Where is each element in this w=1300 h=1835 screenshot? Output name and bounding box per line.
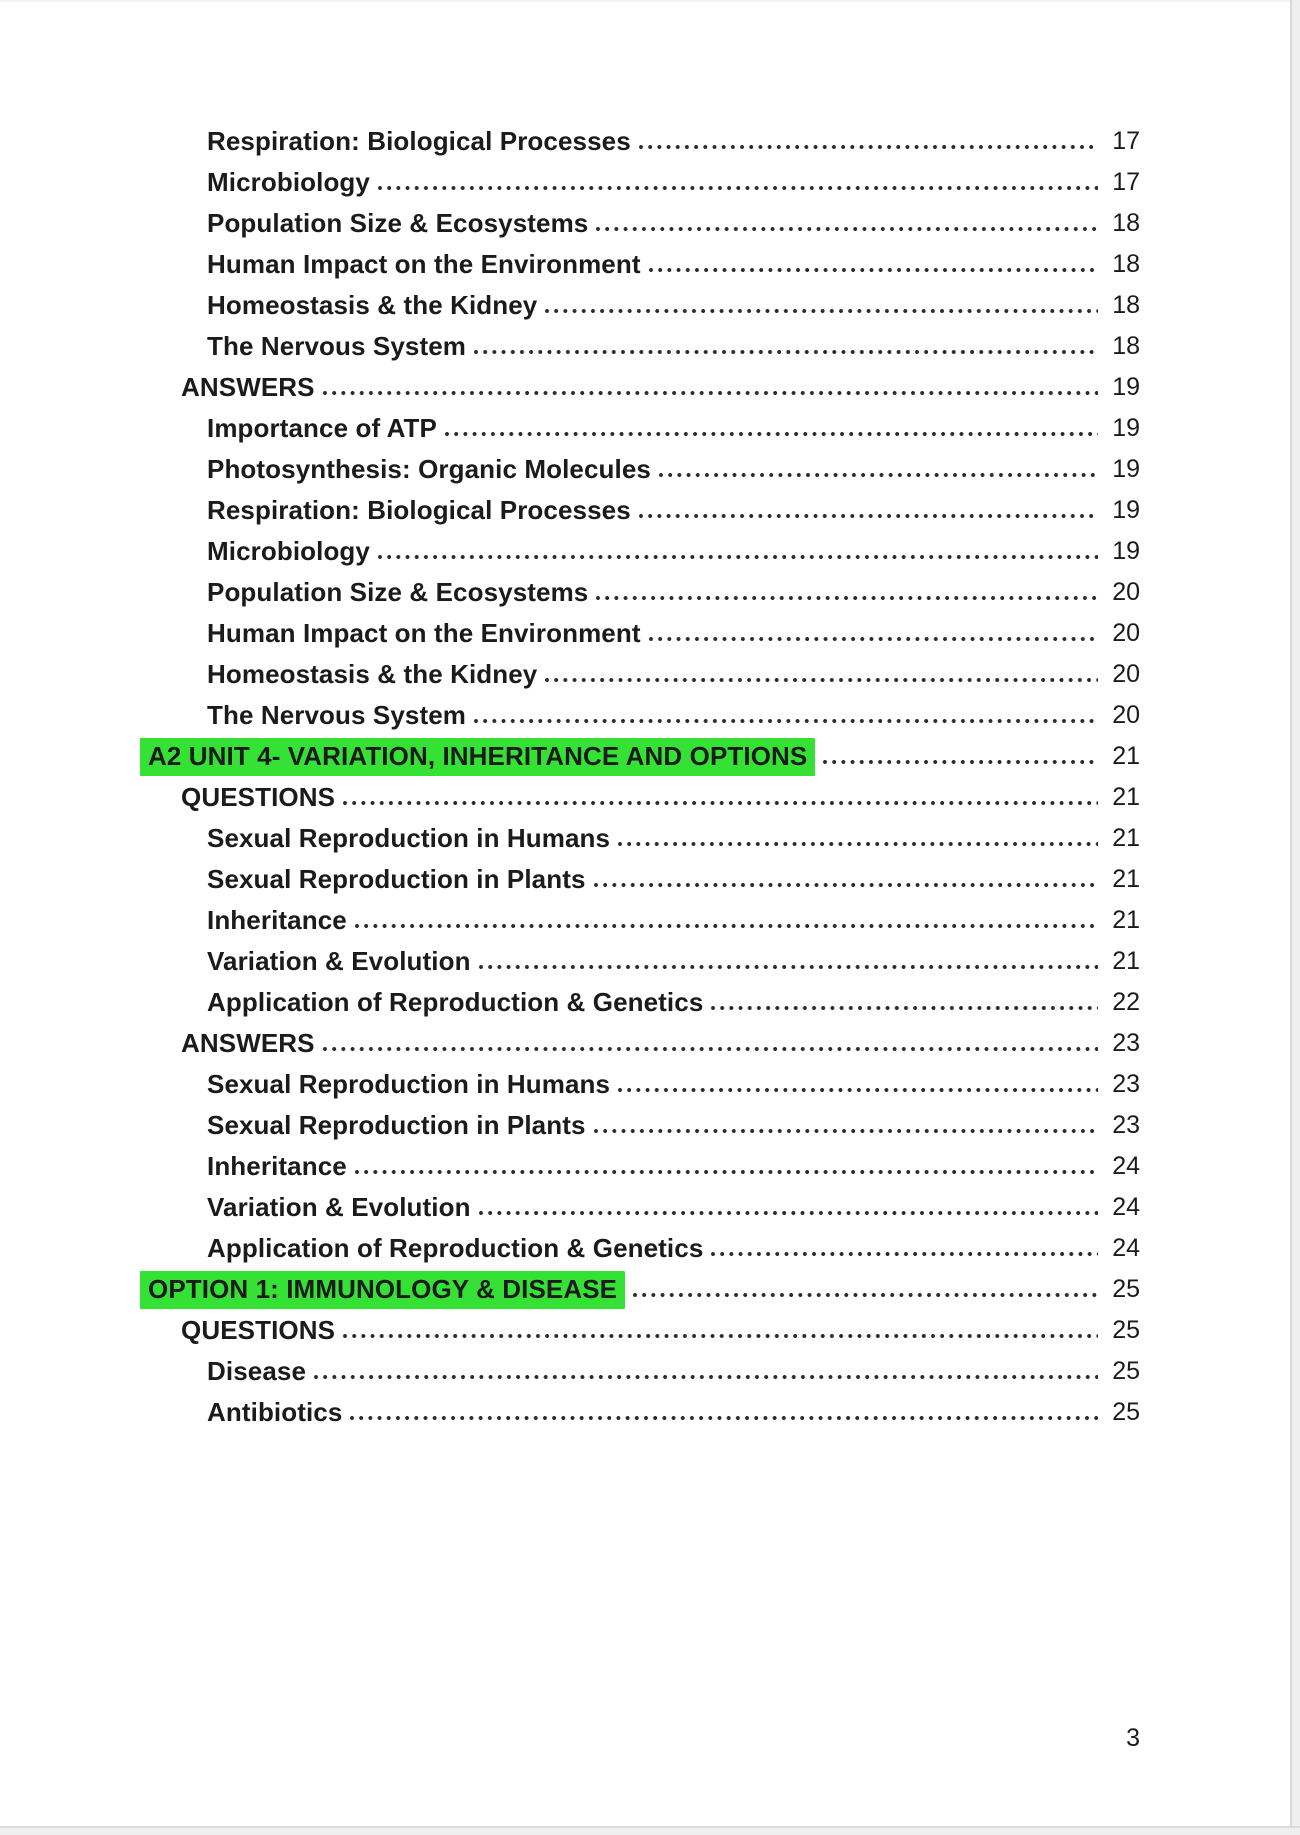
toc-entry-label: Application of Reproduction & Genetics [207,987,704,1017]
toc-entry[interactable] [0,777,1300,818]
toc-entry[interactable] [0,900,1300,941]
toc-entry-page: 18 [1112,250,1140,278]
toc-entry-page: 18 [1112,209,1140,237]
table-of-contents [0,121,1300,1433]
toc-entry-label: Sexual Reproduction in Plants [207,1110,586,1140]
dot-leader [543,677,1098,683]
toc-entry-page: 25 [1112,1316,1140,1344]
toc-entry[interactable] [0,572,1300,613]
dot-leader [321,390,1098,396]
toc-entry-page: 24 [1112,1152,1140,1180]
dot-leader [348,1415,1098,1421]
toc-entry[interactable] [0,1023,1300,1064]
toc-entry-label: Respiration: Biological Processes [207,495,631,525]
toc-entry-label: A2 UNIT 4- VARIATION, INHERITANCE AND OPTIONS [140,738,815,776]
toc-entry-page: 19 [1112,373,1140,401]
dot-leader [376,185,1098,191]
dot-leader [472,349,1098,355]
dot-leader [443,431,1098,437]
toc-entry-page: 24 [1112,1193,1140,1221]
toc-entry-page: 22 [1112,988,1140,1016]
dot-leader [353,923,1098,929]
toc-entry-label: Homeostasis & the Kidney [207,290,538,320]
toc-entry-label: Application of Reproduction & Genetics [207,1233,704,1263]
toc-entry-page: 17 [1112,168,1140,196]
toc-entry-label: Sexual Reproduction in Humans [207,823,611,853]
toc-entry-page: 20 [1112,578,1140,606]
toc-entry-label: QUESTIONS [181,1315,336,1345]
toc-entry-label: Disease [207,1356,306,1386]
toc-entry-label: Population Size & Ecosystems [207,577,589,607]
page-number: 3 [1126,1724,1140,1752]
toc-entry-page: 18 [1112,332,1140,360]
dot-leader [631,1292,1098,1298]
dot-leader [637,513,1098,519]
toc-entry-page: 21 [1112,742,1140,770]
dot-leader [709,1005,1098,1011]
toc-entry[interactable] [0,449,1300,490]
dot-leader [477,964,1098,970]
toc-entry[interactable] [0,1105,1300,1146]
toc-entry-label: ANSWERS [181,372,315,402]
toc-entry[interactable] [0,244,1300,285]
toc-entry[interactable] [0,941,1300,982]
toc-entry-label: Inheritance [207,905,347,935]
toc-entry[interactable] [0,859,1300,900]
dot-leader [616,841,1098,847]
dot-leader [647,636,1098,642]
toc-entry-page: 19 [1112,414,1140,442]
toc-entry[interactable] [0,1269,1300,1310]
toc-entry-label: OPTION 1: IMMUNOLOGY & DISEASE [140,1271,625,1309]
dot-leader [594,226,1098,232]
toc-entry-label: Microbiology [207,536,370,566]
toc-entry[interactable] [0,1228,1300,1269]
dot-leader [312,1374,1098,1380]
toc-entry-label: Population Size & Ecosystems [207,208,589,238]
toc-entry-label: Photosynthesis: Organic Molecules [207,454,651,484]
toc-entry-page: 21 [1112,947,1140,975]
dot-leader [543,308,1098,314]
toc-entry[interactable] [0,408,1300,449]
toc-entry-label: Homeostasis & the Kidney [207,659,538,689]
toc-entry-page: 20 [1112,701,1140,729]
dot-leader [321,1046,1098,1052]
page-edge-right [1290,0,1300,1835]
toc-entry[interactable] [0,1064,1300,1105]
dot-leader [341,800,1098,806]
toc-entry[interactable] [0,203,1300,244]
toc-entry-page: 25 [1112,1398,1140,1426]
toc-entry[interactable] [0,695,1300,736]
toc-entry-label: The Nervous System [207,331,467,361]
toc-entry-page: 20 [1112,619,1140,647]
dot-leader [594,595,1098,601]
toc-entry-page: 25 [1112,1357,1140,1385]
dot-leader [647,267,1098,273]
toc-entry-page: 21 [1112,824,1140,852]
dot-leader [709,1251,1098,1257]
toc-entry-page: 17 [1112,127,1140,155]
toc-entry-page: 18 [1112,291,1140,319]
toc-entry-label: ANSWERS [181,1028,315,1058]
toc-entry[interactable] [0,1187,1300,1228]
dot-leader [341,1333,1098,1339]
toc-entry[interactable] [0,285,1300,326]
toc-entry[interactable] [0,736,1300,777]
toc-entry[interactable] [0,490,1300,531]
toc-entry-label: Human Impact on the Environment [207,618,641,648]
toc-entry-page: 23 [1112,1111,1140,1139]
toc-entry[interactable] [0,121,1300,162]
dot-leader [477,1210,1098,1216]
toc-entry-label: Sexual Reproduction in Humans [207,1069,611,1099]
toc-entry-label: Antibiotics [207,1397,343,1427]
dot-leader [592,1128,1098,1134]
toc-entry-label: Sexual Reproduction in Plants [207,864,586,894]
dot-leader [592,882,1098,888]
toc-entry[interactable] [0,1146,1300,1187]
toc-entry[interactable] [0,982,1300,1023]
toc-entry-label: Inheritance [207,1151,347,1181]
toc-entry-page: 19 [1112,455,1140,483]
toc-entry[interactable] [0,818,1300,859]
dot-leader [821,759,1098,765]
dot-leader [637,144,1098,150]
toc-entry-page: 21 [1112,783,1140,811]
toc-entry-label: Variation & Evolution [207,1192,471,1222]
toc-entry-label: Variation & Evolution [207,946,471,976]
toc-entry-page: 21 [1112,865,1140,893]
toc-entry-label: The Nervous System [207,700,467,730]
toc-entry-label: Respiration: Biological Processes [207,126,631,156]
toc-entry-page: 21 [1112,906,1140,934]
toc-entry-page: 19 [1112,537,1140,565]
toc-entry-label: Importance of ATP [207,413,437,443]
dot-leader [353,1169,1098,1175]
toc-entry-page: 19 [1112,496,1140,524]
toc-entry-page: 23 [1112,1029,1140,1057]
toc-entry[interactable] [0,1351,1300,1392]
toc-entry-page: 23 [1112,1070,1140,1098]
toc-entry-label: Human Impact on the Environment [207,249,641,279]
toc-entry[interactable] [0,326,1300,367]
toc-entry-page: 24 [1112,1234,1140,1262]
toc-entry[interactable] [0,531,1300,572]
toc-entry-page: 25 [1112,1275,1140,1303]
dot-leader [616,1087,1098,1093]
dot-leader [376,554,1098,560]
dot-leader [657,472,1098,478]
toc-entry[interactable] [0,613,1300,654]
toc-entry[interactable] [0,1310,1300,1351]
page-edge-top [0,0,1300,2]
toc-entry[interactable] [0,367,1300,408]
toc-entry-page: 20 [1112,660,1140,688]
toc-entry[interactable] [0,162,1300,203]
toc-entry-label: QUESTIONS [181,782,336,812]
page-edge-bottom [0,1826,1300,1835]
dot-leader [472,718,1098,724]
toc-entry[interactable] [0,654,1300,695]
toc-entry[interactable] [0,1392,1300,1433]
toc-entry-label: Microbiology [207,167,370,197]
